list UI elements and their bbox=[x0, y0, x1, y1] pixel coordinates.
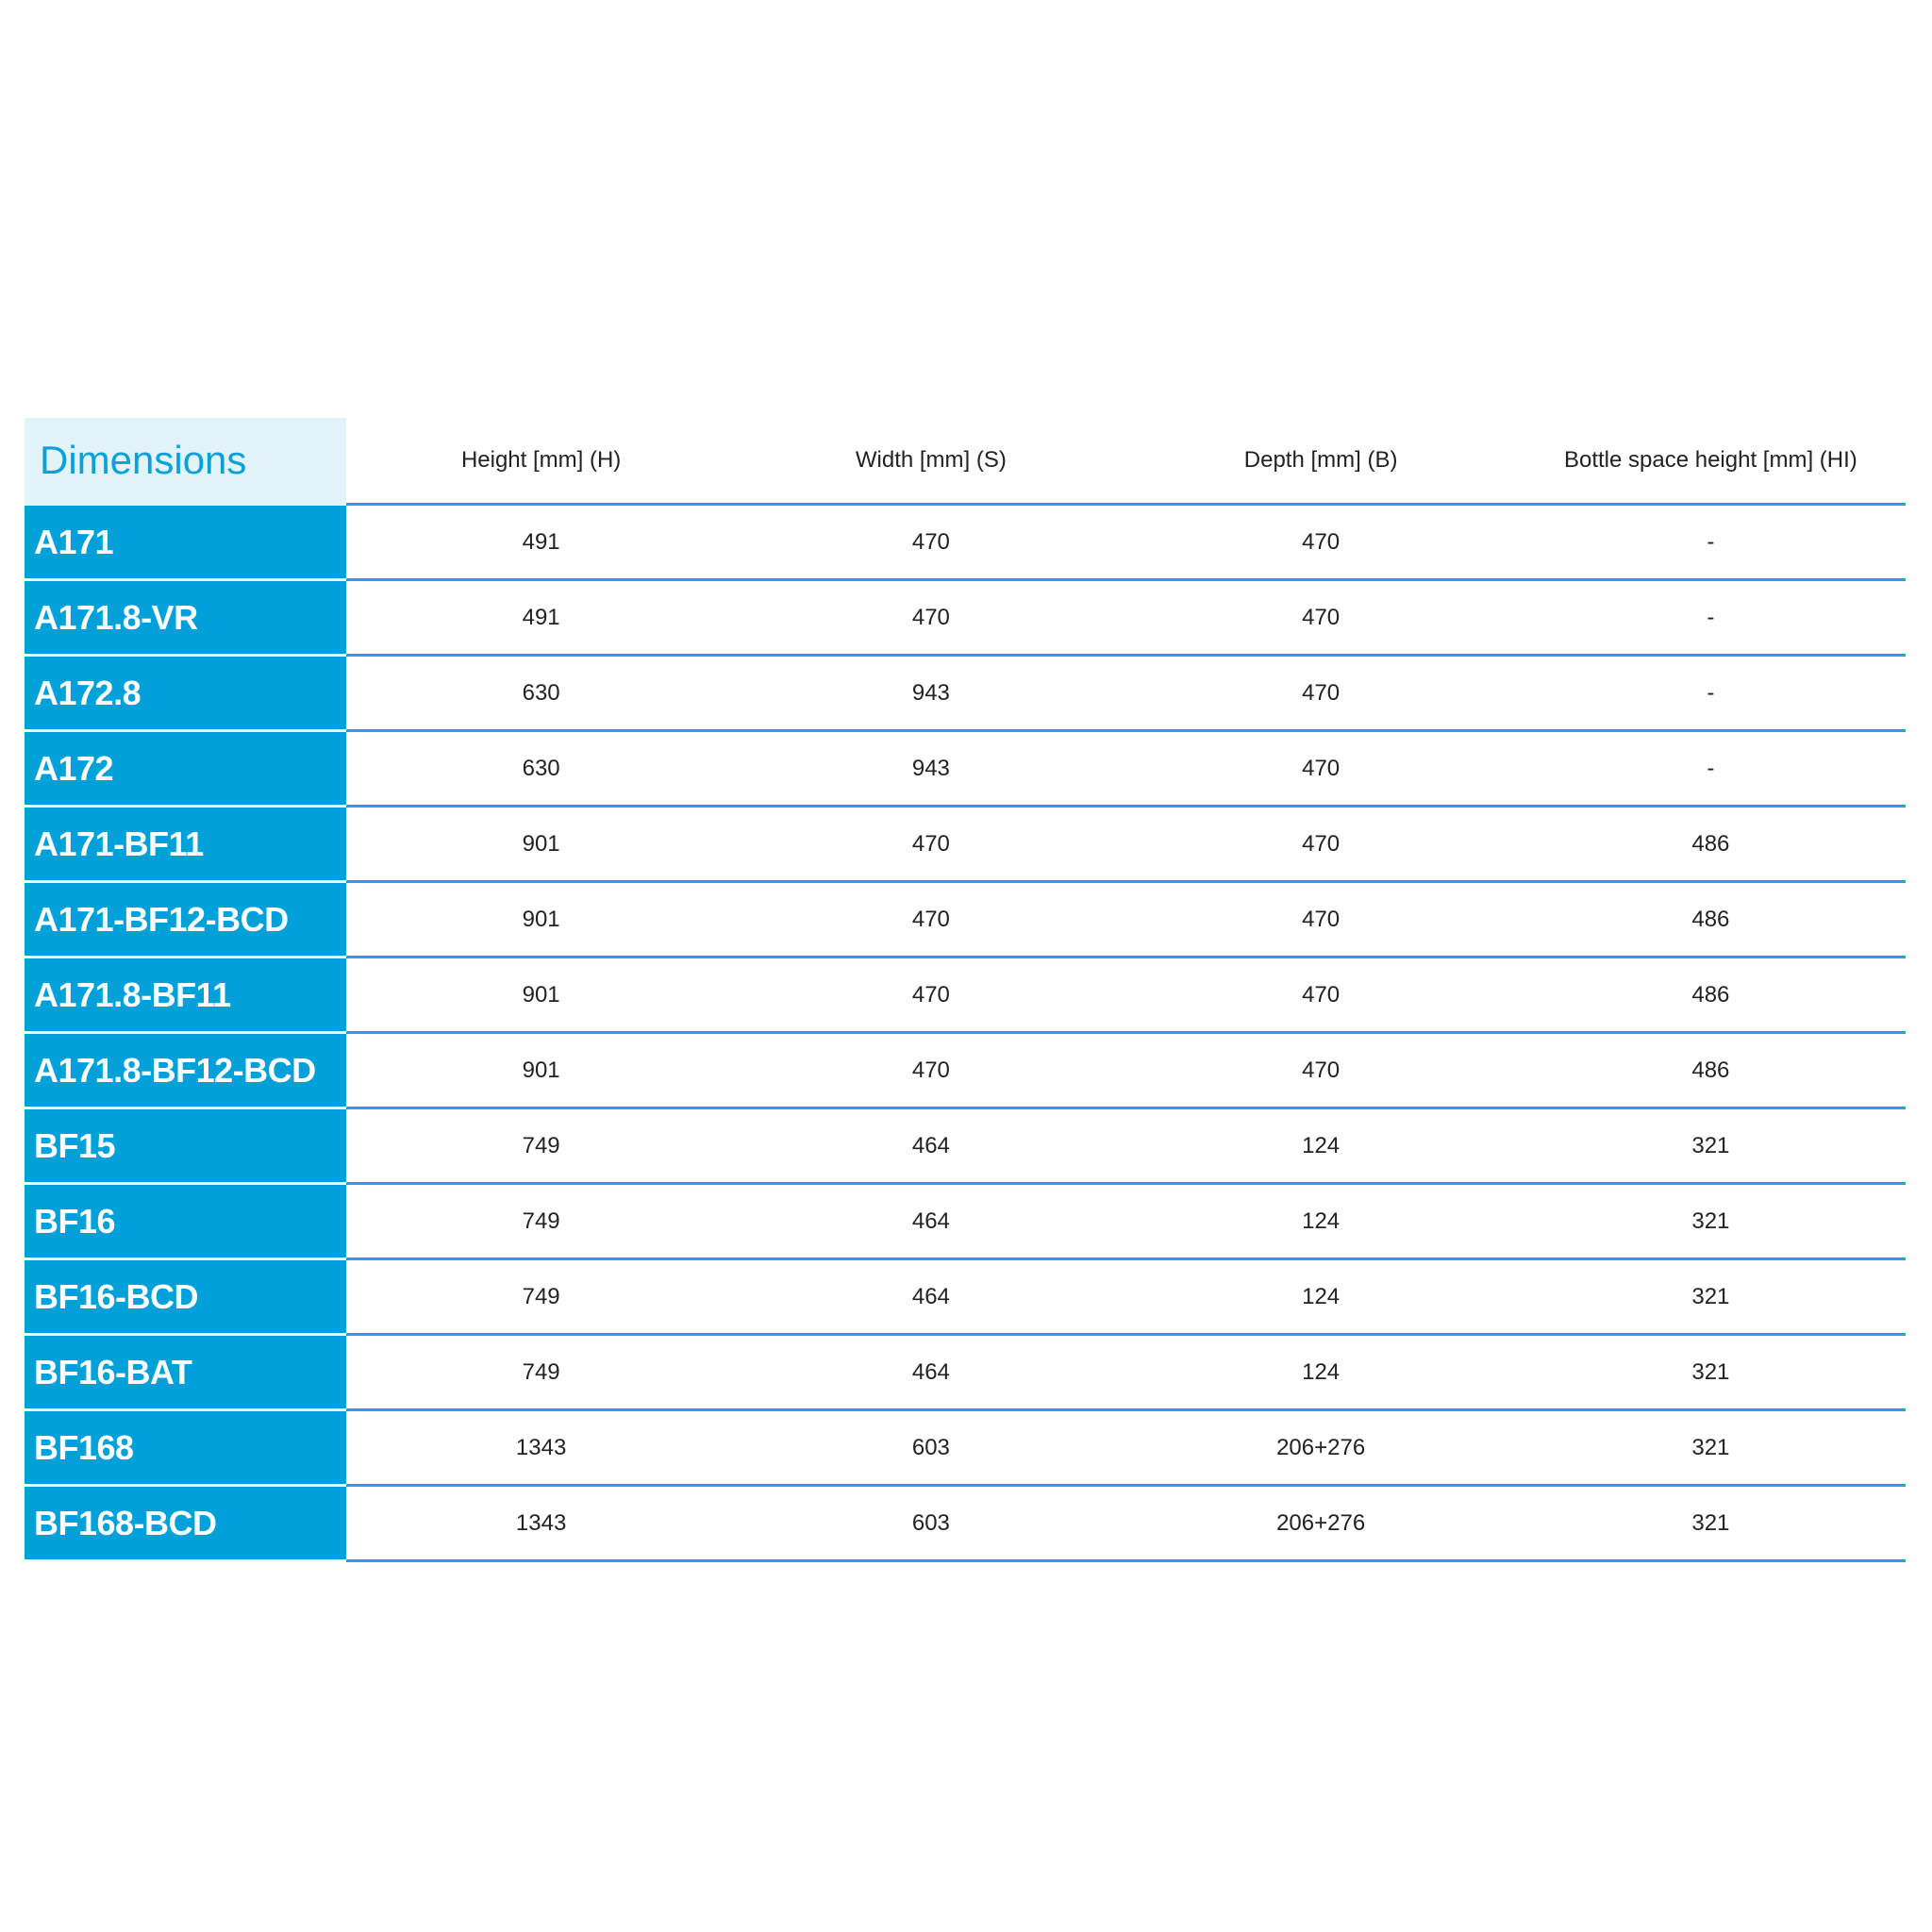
height-cell: 491 bbox=[346, 580, 736, 656]
width-cell: 943 bbox=[736, 656, 1125, 731]
height-cell: 749 bbox=[346, 1184, 736, 1259]
bottle-space-height-cell: 321 bbox=[1516, 1184, 1906, 1259]
bottle-space-height-cell: - bbox=[1516, 505, 1906, 580]
table-row bbox=[25, 1486, 1906, 1561]
table-title: Dimensions bbox=[25, 418, 346, 505]
model-name-cell: A171.8-BF11 bbox=[25, 958, 346, 1033]
table-row bbox=[25, 580, 1906, 656]
width-cell: 470 bbox=[736, 1033, 1125, 1108]
width-cell: 603 bbox=[736, 1486, 1125, 1561]
depth-cell: 470 bbox=[1126, 807, 1516, 882]
bottle-space-height-cell: - bbox=[1516, 580, 1906, 656]
model-name-cell: BF16-BCD bbox=[25, 1259, 346, 1335]
depth-cell: 124 bbox=[1126, 1184, 1516, 1259]
bottle-space-height-cell: - bbox=[1516, 731, 1906, 807]
height-cell: 901 bbox=[346, 1033, 736, 1108]
model-name-cell: A172 bbox=[25, 731, 346, 807]
table-row bbox=[25, 505, 1906, 580]
width-cell: 470 bbox=[736, 882, 1125, 958]
depth-cell: 206+276 bbox=[1126, 1486, 1516, 1561]
depth-cell: 206+276 bbox=[1126, 1410, 1516, 1486]
width-cell: 943 bbox=[736, 731, 1125, 807]
depth-cell: 470 bbox=[1126, 882, 1516, 958]
height-cell: 901 bbox=[346, 882, 736, 958]
model-name-cell: BF168 bbox=[25, 1410, 346, 1486]
table-row bbox=[25, 882, 1906, 958]
width-cell: 470 bbox=[736, 580, 1125, 656]
model-name-cell: A171-BF11 bbox=[25, 807, 346, 882]
height-cell: 901 bbox=[346, 958, 736, 1033]
model-name-cell: BF16-BAT bbox=[25, 1335, 346, 1410]
depth-cell: 124 bbox=[1126, 1108, 1516, 1184]
model-name-cell: BF168-BCD bbox=[25, 1486, 346, 1561]
column-header-width: Width [mm] (S) bbox=[736, 418, 1125, 505]
table-row bbox=[25, 807, 1906, 882]
height-cell: 749 bbox=[346, 1259, 736, 1335]
model-name-cell: A171-BF12-BCD bbox=[25, 882, 346, 958]
table-row bbox=[25, 1259, 1906, 1335]
table-row bbox=[25, 656, 1906, 731]
table-row bbox=[25, 1335, 1906, 1410]
height-cell: 749 bbox=[346, 1335, 736, 1410]
height-cell: 901 bbox=[346, 807, 736, 882]
width-cell: 464 bbox=[736, 1184, 1125, 1259]
depth-cell: 470 bbox=[1126, 580, 1516, 656]
depth-cell: 470 bbox=[1126, 505, 1516, 580]
depth-cell: 124 bbox=[1126, 1259, 1516, 1335]
height-cell: 630 bbox=[346, 731, 736, 807]
height-cell: 630 bbox=[346, 656, 736, 731]
bottle-space-height-cell: - bbox=[1516, 656, 1906, 731]
column-header-depth: Depth [mm] (B) bbox=[1126, 418, 1516, 505]
model-name-cell: BF15 bbox=[25, 1108, 346, 1184]
depth-cell: 470 bbox=[1126, 1033, 1516, 1108]
bottle-space-height-cell: 321 bbox=[1516, 1410, 1906, 1486]
width-cell: 470 bbox=[736, 807, 1125, 882]
bottle-space-height-cell: 321 bbox=[1516, 1486, 1906, 1561]
table-row bbox=[25, 958, 1906, 1033]
width-cell: 470 bbox=[736, 958, 1125, 1033]
bottle-space-height-cell: 321 bbox=[1516, 1335, 1906, 1410]
width-cell: 464 bbox=[736, 1335, 1125, 1410]
bottle-space-height-cell: 321 bbox=[1516, 1108, 1906, 1184]
bottle-space-height-cell: 486 bbox=[1516, 1033, 1906, 1108]
width-cell: 470 bbox=[736, 505, 1125, 580]
width-cell: 464 bbox=[736, 1259, 1125, 1335]
bottle-space-height-cell: 486 bbox=[1516, 958, 1906, 1033]
height-cell: 1343 bbox=[346, 1486, 736, 1561]
depth-cell: 470 bbox=[1126, 731, 1516, 807]
column-header-height: Height [mm] (H) bbox=[346, 418, 736, 505]
model-name-cell: A171 bbox=[25, 505, 346, 580]
column-header-bottle-space-height: Bottle space height [mm] (HI) bbox=[1516, 418, 1906, 505]
height-cell: 749 bbox=[346, 1108, 736, 1184]
table-row bbox=[25, 1033, 1906, 1108]
table-row bbox=[25, 1108, 1906, 1184]
table-row bbox=[25, 1184, 1906, 1259]
depth-cell: 470 bbox=[1126, 958, 1516, 1033]
bottle-space-height-cell: 486 bbox=[1516, 807, 1906, 882]
model-name-cell: BF16 bbox=[25, 1184, 346, 1259]
width-cell: 464 bbox=[736, 1108, 1125, 1184]
table-body bbox=[25, 505, 1906, 1561]
model-name-cell: A171.8-VR bbox=[25, 580, 346, 656]
depth-cell: 470 bbox=[1126, 656, 1516, 731]
height-cell: 491 bbox=[346, 505, 736, 580]
bottle-space-height-cell: 321 bbox=[1516, 1259, 1906, 1335]
header-row bbox=[25, 418, 1906, 505]
depth-cell: 124 bbox=[1126, 1335, 1516, 1410]
width-cell: 603 bbox=[736, 1410, 1125, 1486]
table-row bbox=[25, 1410, 1906, 1486]
table-row bbox=[25, 731, 1906, 807]
dimensions-table bbox=[25, 418, 1906, 1562]
height-cell: 1343 bbox=[346, 1410, 736, 1486]
model-name-cell: A172.8 bbox=[25, 656, 346, 731]
model-name-cell: A171.8-BF12-BCD bbox=[25, 1033, 346, 1108]
bottle-space-height-cell: 486 bbox=[1516, 882, 1906, 958]
